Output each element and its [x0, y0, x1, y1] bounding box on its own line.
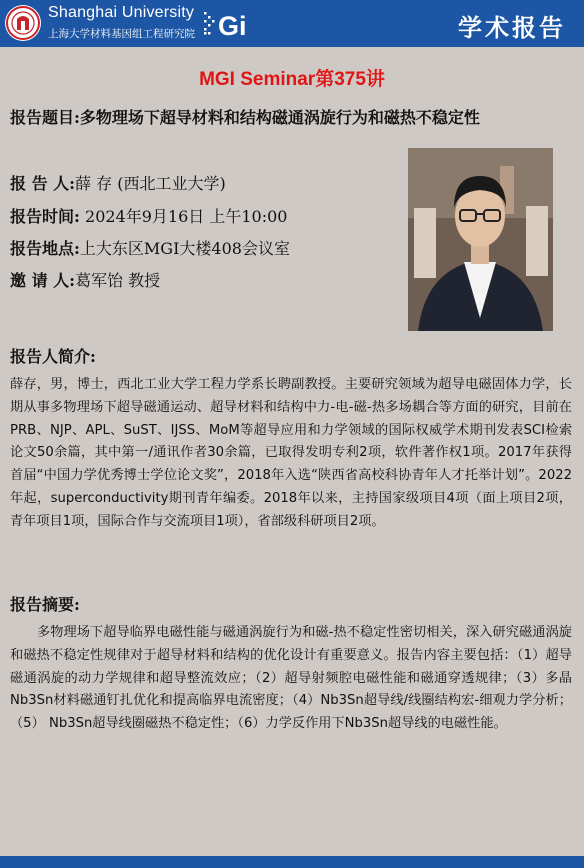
banner-title: 学术报告: [458, 14, 566, 42]
place-value: 上大东区MGI大楼408会议室: [79, 239, 290, 258]
time-value: 2024年9月16日 上午10:00: [79, 207, 288, 226]
time-row: [10, 204, 287, 227]
header-banner: [0, 0, 584, 47]
svg-text:Gi: Gi: [218, 11, 247, 41]
speaker-value: 薛 存 (西北工业大学): [75, 174, 226, 193]
host-row: [10, 268, 160, 291]
seminar-title: MGI Seminar第375讲: [199, 69, 385, 90]
speaker-row: [10, 171, 226, 194]
footer-bar: [0, 856, 584, 868]
talk-topic: 报告题目:多物理场下超导材料和结构磁通涡旋行为和磁热不稳定性: [10, 108, 480, 127]
speaker-photo: [408, 148, 553, 331]
place-row: [10, 236, 290, 259]
abstract-heading: 报告摘要:: [10, 595, 80, 614]
abstract-paragraph: 多物理场下超导临界电磁性能与磁通涡旋行为和磁-热不稳定性密切相关，深入研究磁通涡旋和磁热不稳定性规律对于超导材料和结构的优化设计有重要意义。报告内容主要包括：（1）超导磁通涡旋的动力学规律和超导整流效应；（2）超导射频腔电磁性能和磁通穿透规律；（3）多晶Nb3Sn材料磁通钉扎优化和提高临界电流密度；（4）Nb3Sn超导线/线圈结构宏-细观力学分析；（5） Nb3Sn超导线圈磁热不稳定性；（6）力学反作用下Nb3Sn超导线的电磁性能。: [10, 625, 572, 732]
bio-paragraph: 薛存，男，博士，西北工业大学工程力学系长聘副教授。主要研究领域为超导电磁固体力学，长期从事多物理场下超导磁通运动、超导材料和结构中力-电-磁-热多场耦合等方面的研究，目前在PRB、NJP、APL、SuST、IJSS、MoM等超导应用和力学领域的国际权威学术期刊发表SCI检索论文50余篇，其中第一/通讯作者30余篇，已取得发明专利2项，软件著作权1项。2017年获得首届“中国力学优秀博士学位论文奖”，2018年入选“陕西省高校科协青年人才托举计划”。2022年起，superconductivity期刊青年编委。2018年以来，主持国家级项目4项（面上项目2项，青年项目1项，国际合作与交流项目1项），省部级科研项目2项。: [10, 377, 572, 529]
mgi-logo: [204, 6, 276, 42]
time-label: 报告时间:: [10, 207, 80, 226]
host-value: 葛军饴 教授: [75, 271, 161, 290]
host-label: 邀 请 人:: [10, 271, 76, 290]
university-seal-logo: [4, 4, 42, 42]
place-label: 报告地点:: [10, 239, 80, 258]
bio-heading: 报告人简介:: [10, 347, 96, 366]
speaker-label: 报 告 人:: [10, 174, 76, 193]
university-name-en: Shanghai University: [48, 4, 195, 21]
university-name-cn: 上海大学材料基因组工程研究院: [48, 28, 195, 40]
